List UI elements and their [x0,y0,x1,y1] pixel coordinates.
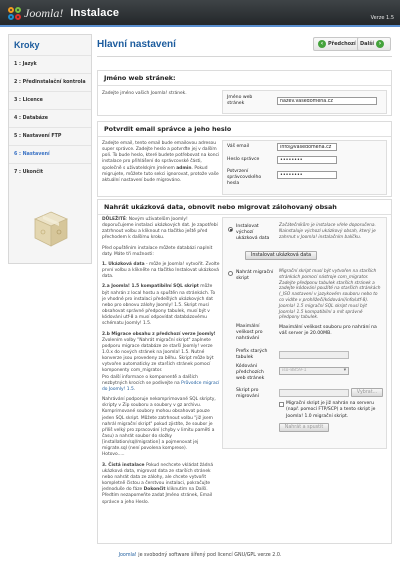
site-name-help: Zadejte jméno vašich Joomla! stránek. [102,91,187,96]
next-button[interactable] [357,37,391,51]
opt3-bold: Dokončit [143,487,166,493]
admin-heading: Potvrdit email správce a jeho heslo [104,125,232,133]
sidebar-title: Kroky [14,40,40,50]
footer [0,553,400,559]
top-header [0,0,400,27]
site-name-heading: Jméno web stránek: [104,74,176,82]
hotovo-text: Hotovo..... [102,452,125,458]
footer-joomla-link[interactable]: Joomla! [118,553,137,558]
admin-help-password: Zadejte heslo a potvrďte jej v dalším poli. [102,147,217,159]
prefix-label: Prefix starých tabulek [236,349,268,360]
steps-sidebar [8,34,92,264]
important-text: : Novým uživatelům Joomly! doporučujeme instalaci ukázkových dat. Je zapotřebí zatrhnout volbu a kliknout na tlačítko ještě před přechodem k dalšímu kroku. [102,217,218,241]
steps-list [9,55,91,181]
opt3-text: Pokud nechcete vkládat žádná ukázková data, migrovat data ze starších stránek nebo nahrát data ze zálohy, ale chcete vytvořit kompletně čistou a čerstvou instalaci, pokračujte jednoduše do fáze [102,462,214,493]
upload-migration-label: Nahrát migrační skript [236,270,274,281]
site-name-panel [97,70,392,116]
previous-button[interactable] [313,37,361,51]
step-item-nastaveni-ftp: 5 : Nastavení FTP [9,127,91,145]
joomla-logo-icon [8,7,21,20]
opt2b-more: Pro další informace o komponentě a dalších nezbytných krocích se podívejte na [102,374,198,386]
step-item-licence: 3 : Licence [9,91,91,109]
arrow-left-icon: ‹ [318,40,326,48]
site-name-label: Jméno web stránek [227,95,253,106]
before-text: Před opuštěním instalace můžete databázi naplnit daty. Máte tři možnosti: [102,245,213,257]
opt2a-text: může být nahrán z local hostu a spuštěn na stránkách. To je vhodné pro instalaci předešlých ukázkových dat nebo pro obnovu zálohy Joomly! 1.5. Skript musí obsahovat správné předpony tabulek, musí být v kódování utf-8 a musí odpovídat databázovému schématu Joomly! 1.5. [102,284,216,327]
sample-data-panel [97,199,392,544]
install-sample-radio[interactable] [228,227,233,232]
sample-data-text: DŮLEŽITÉ: Novým uživatelům Joomly! doporučujeme instalaci ukázkových dat. Je zapotřebí zatrhnout volbu a kliknout na tlačítko ještě před přechodem k dalšímu kroku. Před opuštěním instalace můžete databázi naplnit daty. Máte tři možnosti: 1. Ukázková data - může je Joomla! vytvořit. Zvolte první volbu a klikněte na tlačítko Instalovat ukázková data. 2.a Joomla! 1.5 kompatibilní SQL skript může být nahrán z local hostu a spuštěn na stránkách. To je vhodné pro instalaci předešlých ukázkových dat nebo pro obnovu zálohy Joomly! 1.5. Skript musí obsahovat správné předpony tabulek, musí být v kódování utf-8 a musí odpovídat databázovému schématu Joomly! 1.5. 2.b Migrace obsahu z předchozí verze Joomly! Zvolením volby "Nahrát migrační skript" zaplnete podporu migrace databáze ze starší Joomly! verze 1.0.x do nových stránek na Joomla! 1.5. Nutné konverze jsou provedeny za běhu. Skript může být vytvořen automaticky ze starších stránek pomocí komponenty com_migrator. Pro další informace o komponentě a dalších nezbytných krocích se podívejte na Průvodce migrací do Joomly! 1.5. Nahrávání podporuje nekomprimované SQL skripty, skripty v Zip souboru a soubory v gz archivu. Komprimované soubory mohou obsahovat pouze jeden SQL skript. Můžete zatrhnout volbu "již jsem nahrál migrační skript" pokud zjistíte, že soubor je příliš velký pro zpracování (chyby v limitu paměti a času) a nahrát soubor do složky [installation/sql/migration] a pojmenovat jej migrate.sql (není povolena komprese). Hotovo..... 3. Čistá instalace Pokud nechcete vkládat žádná ukázková data, migrovat data ze starších stránek nebo nahrát data ze zálohy, ale chcete vytvořit kompletně čistou a čerstvou instalaci, pokračujte jednoduše do fáze Dokončit kliknutím na Další. Předtím nezapomeňte zadat Jméno stránek, Email správce a jeho Heslo. [102,217,220,505]
admin-help-admin-word: admin [176,165,192,171]
important-word: DŮLEŽITÉ [102,217,126,222]
admin-form [222,140,387,195]
admin-help-login: To bude heslo, které budete potřebovat na konci instalace pro přihlášení do správcovské části, [102,153,220,165]
step-item-predinstalacni-kontrola: 2 : Předinstalační kontrola [9,73,91,91]
footer-text: je svobodný software šířený pod licencí GNU/GPL verze 2.0. [136,553,282,558]
opt2b-title: 2.b Migrace obsahu z předchozí verze Joomly! [102,331,216,337]
encoding-select[interactable] [279,367,349,375]
max-size-label: Maximální velikost pro nahrávání [236,324,263,341]
admin-panel [97,121,392,197]
admin-help: Zadejte email, tento email bude emailovou adresou super správce. Zadejte heslo a potvrďte jej v dalším poli. To bude heslo, které budete potřebovat na konci instalace pro přihlášení do správcovské části, společně s uživatelským jménem admin. Pokud migrujete, můžete tuto sekci ignorovat, protože vaše aktuální nastavení bude migrováno. [102,141,220,183]
encoding-value: iso-8859-1 [282,368,307,373]
encoding-label: Kódování předchozích web stránek [236,364,265,381]
next-button-label: Další [360,40,374,47]
title-divider [97,56,392,57]
install-sample-button[interactable]: Instalovat ukázková data [245,251,317,260]
sample-data-form [222,217,387,449]
already-uploaded-checkbox[interactable] [279,402,284,407]
confirm-password-input[interactable] [277,171,337,179]
script-file-input[interactable] [279,389,349,397]
install-sample-help: Začátečníkům je instalace vřele doporučena. Nainstaluje výchozí ukázkový obsah, který je zahrnut v Joomla! instalačním balíčku. [279,223,376,240]
opt3-title: 3. Čistá instalace [102,462,145,468]
upload-text: Nahrávání podporuje nekomprimované SQL skripty, skripty v Zip souboru a soubory v gz archivu. Komprimované soubory mohou obsahovat pouze jeden SQL skript. Můžete zatrhnout volbu "již jsem nahrál migrační skript" pokud zjistíte, že soubor je příliš velký pro zpracování (chyby v limitu paměti a času) a nahrát soubor do složky [installation/sql/migration] a pojmenovat jej migrate.sql (není povolena komprese). [102,397,216,452]
already-uploaded-text: Migrační skript je již nahrán na serveru (např. pomocí FTP/SCP) a tento skript je Joomla! 1.0 migrační skript. [286,401,376,419]
password-label: Heslo správce [227,157,260,162]
admin-help-email: Zadejte email, tento email bude emailovou adresou super správce. [102,141,216,153]
arrow-right-icon: › [376,40,384,48]
max-size-value: Maximální velikost souboru pro nahrání na váš server je 20.00MB. [279,325,377,337]
prefix-input[interactable] [279,351,349,359]
opt2a-title: 2.a Joomla! 1.5 kompatibilní SQL skript [102,284,199,290]
package-box-icon [33,210,69,248]
opt1-text: - může je Joomla! vytvořit. Zvolte první volbu a klikněte na tlačítko Instalovat ukázková data. [102,261,220,280]
opt1-title: 1. Ukázková data [102,261,145,267]
step-item-databaze: 4 : Databáze [9,109,91,127]
previous-button-label: Předchozí [328,40,356,47]
app-title: Instalace [70,6,120,19]
brand [8,5,119,21]
password-input[interactable] [277,156,337,164]
version-label: Verze 1.5 [370,15,394,21]
brand-name: Joomla! [24,6,64,20]
page-title: Hlavní nastavení [97,39,176,50]
upload-migration-help: Migrační skript musí být vytvořen na starších stránkách pomocí nástroje com_migrator. Zadejte předponu tabulek starších stránek a zadejte kódování použité na starších stránkách (_ISO nastavení v jazykovém souboru nebo to co vidíte v prohlížeči/kódování/info/utf-8). Joomla! 1.5 migrační SQL skript musí být Joomla! 1.5 kompatibilní a mít správné předpony tabulek. [279,269,381,321]
confirm-password-label: Potvrzení správcovského hesla [227,169,262,186]
step-item-jazyk: 1 : Jazyk [9,55,91,73]
migration-guide-link[interactable]: Průvodce migrací do Joomly! 1.5 [102,380,220,392]
step-item-ukoncit: 7 : Ukončit [9,163,91,181]
email-input[interactable] [277,143,337,151]
install-sample-label: Instalovat výchozí ukázková data [236,224,270,241]
browse-button[interactable]: Vybrat... [351,388,383,397]
script-label: Skript pro migrování [236,388,259,399]
step-item-nastaveni: 6 : Nastavení [9,145,91,163]
upload-run-button[interactable]: Nahrát a spustit [279,423,329,432]
site-name-form [222,90,387,114]
sample-data-heading: Nahrát ukázková data, obnovit nebo migrovat zálohovaný obsah [104,203,337,211]
opt2b-text: Zvolením volby "Nahrát migrační skript" zaplnete podporu migrace databáze ze starší Joomly! verze 1.0.x do nových stránek na Joomla! 1.5. Nutné konverze jsou provedeny za běhu. Skript může být vytvořen automaticky ze starších stránek pomocí komponenty com_migrator. [102,337,214,374]
opt3-end: kliknutím na Další. Předtím nezapomeňte zadat Jméno stránek, Email správce a jeho Heslo. [102,487,213,505]
email-label: Váš email [227,144,250,149]
admin-help-migration: Pokud migrujete, můžete tuto sekci ignorovat, protože vaše aktuální nastavení bude migrováno. [102,165,219,183]
upload-migration-radio[interactable] [228,271,233,276]
admin-help-username: společně s uživatelským jménem [102,165,175,171]
site-name-input[interactable] [277,97,377,105]
